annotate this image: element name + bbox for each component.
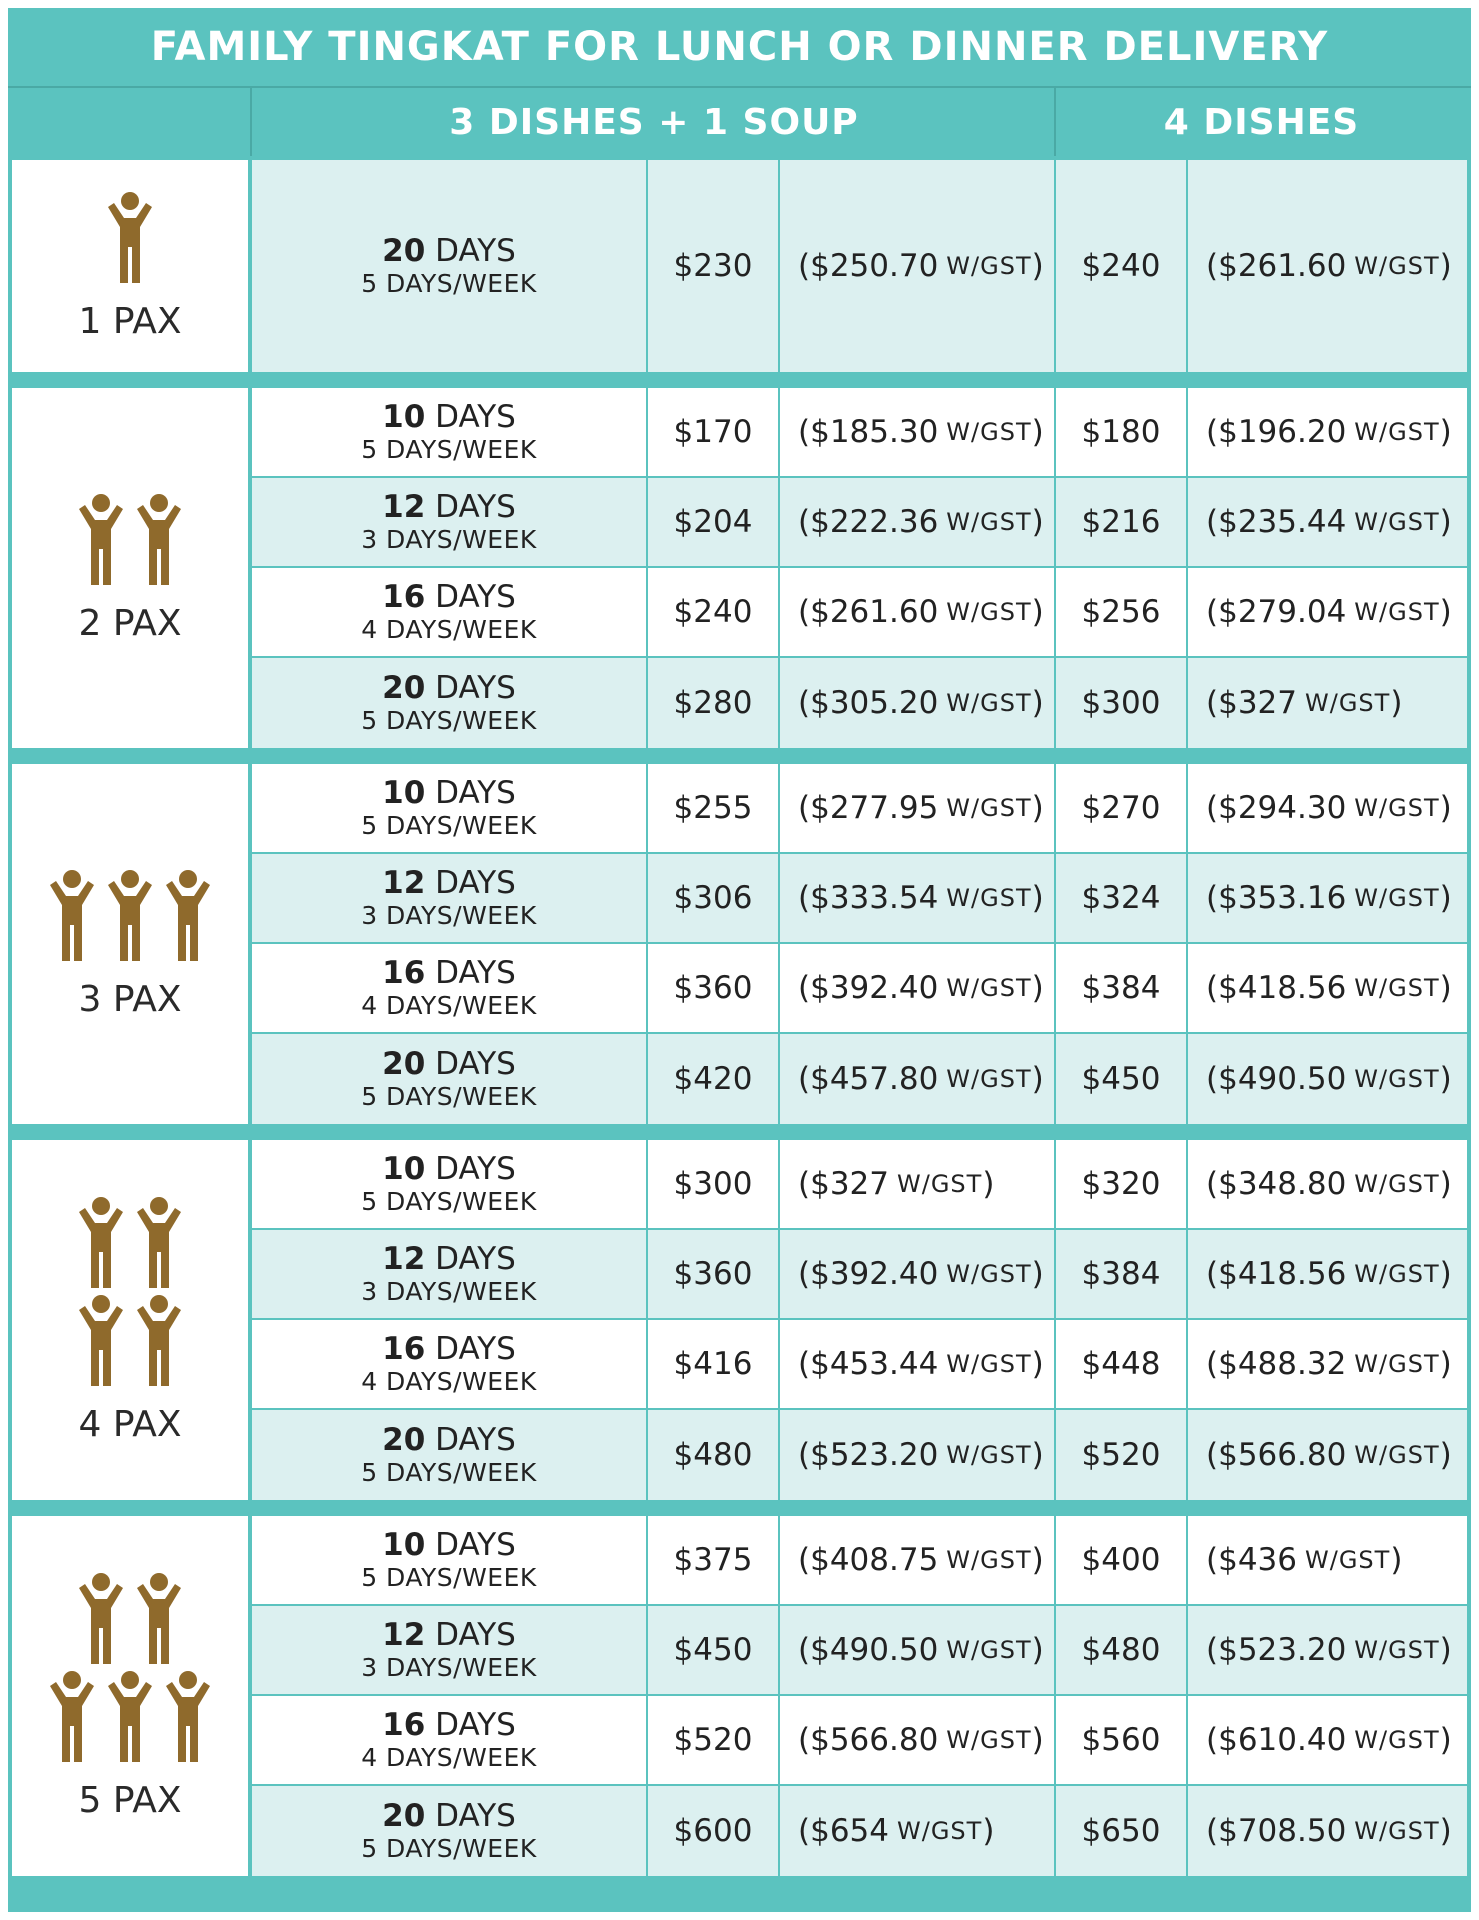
option-a-price-with-gst [780,1140,1056,1228]
pax-figures [104,191,156,283]
person-raised-arms-icon [75,1294,127,1386]
gst-suffix: W/GST [1354,794,1440,822]
option-b-price-with-gst [1188,1320,1467,1408]
pax-figures [46,869,214,961]
days-count: 20 [382,670,426,706]
option-a-price-with-gst [780,1320,1056,1408]
option-a-price: $520 [648,1696,780,1784]
option-a-price-with-gst [780,1606,1056,1694]
option-b-price: $400 [1056,1516,1188,1604]
days-per-week: 5 DAYS/WEEK [361,1834,537,1863]
pax-group [8,764,1471,1124]
gst-suffix: W/GST [1354,598,1440,626]
gst-suffix: W/GST [946,689,1032,717]
close-paren: ) [1439,880,1452,916]
days-word: DAYS [435,1422,516,1458]
days-count: 12 [382,1241,426,1277]
table-row [252,160,1467,372]
gst-suffix: W/GST [1354,1726,1440,1754]
duration-cell [252,854,648,942]
gst-suffix: W/GST [1354,884,1440,912]
close-paren: ) [1439,1722,1452,1758]
pax-label: 5 PAX [78,1779,182,1821]
days-word: DAYS [435,670,516,706]
days-word: DAYS [435,1151,516,1187]
option-b-price: $384 [1056,1230,1188,1318]
close-paren: ) [982,1813,995,1849]
days-count: 10 [382,775,426,811]
duration-cell [252,1516,648,1604]
days-word: DAYS [435,955,516,991]
gst-amount: ($392.40 [798,970,939,1006]
table-row [252,478,1467,566]
close-paren: ) [1031,685,1044,721]
option-b-price: $450 [1056,1034,1188,1124]
pax-figures [46,1572,214,1762]
option-a-price-with-gst [780,478,1056,566]
pax-group [8,388,1471,748]
days-count: 16 [382,1331,426,1367]
days-word: DAYS [435,1798,516,1834]
close-paren: ) [1031,504,1044,540]
gst-amount: ($408.75 [798,1542,939,1578]
gst-amount: ($453.44 [798,1346,939,1382]
table-row [252,568,1467,656]
header-option-a: 3 DISHES + 1 SOUP [449,101,859,143]
option-b-price-with-gst [1188,1230,1467,1318]
duration-cell [252,764,648,852]
days-count: 16 [382,1707,426,1743]
gst-amount: ($418.56 [1206,1256,1347,1292]
option-a-price-with-gst [780,1516,1056,1604]
person-raised-arms-icon [104,1670,156,1762]
close-paren: ) [1031,1061,1044,1097]
gst-suffix: W/GST [946,794,1032,822]
days-count: 10 [382,1527,426,1563]
person-raised-arms-icon [75,1196,127,1288]
days-per-week: 3 DAYS/WEEK [361,1277,537,1306]
close-paren: ) [1031,1542,1044,1578]
option-b-price-with-gst [1188,568,1467,656]
option-a-price: $240 [648,568,780,656]
close-paren: ) [1439,1256,1452,1292]
option-b-price: $384 [1056,944,1188,1032]
days-per-week: 3 DAYS/WEEK [361,901,537,930]
close-paren: ) [1439,790,1452,826]
close-paren: ) [1439,1813,1452,1849]
table-row [252,1410,1467,1500]
pax-label: 4 PAX [78,1403,182,1445]
days-word: DAYS [435,1617,516,1653]
gst-amount: ($277.95 [798,790,939,826]
table-row [252,1786,1467,1876]
table-row [252,854,1467,942]
option-b-price-with-gst [1188,764,1467,852]
person-raised-arms-icon [104,869,156,961]
close-paren: ) [1439,1437,1452,1473]
gst-suffix: W/GST [946,1726,1032,1754]
duration-cell [252,1410,648,1500]
option-a-price-with-gst [780,854,1056,942]
person-raised-arms-icon [104,191,156,283]
option-a-price: $280 [648,658,780,748]
gst-suffix: W/GST [1354,1065,1440,1093]
option-b-price: $560 [1056,1696,1188,1784]
option-b-price: $300 [1056,658,1188,748]
days-word: DAYS [435,399,516,435]
gst-suffix: W/GST [897,1170,983,1198]
option-a-price: $204 [648,478,780,566]
pax-cell [12,1140,248,1500]
days-per-week: 4 DAYS/WEEK [361,1367,537,1396]
close-paren: ) [1439,1346,1452,1382]
gst-suffix: W/GST [946,508,1032,536]
close-paren: ) [1031,790,1044,826]
option-a-price-with-gst [780,1034,1056,1124]
days-word: DAYS [435,865,516,901]
gst-amount: ($333.54 [798,880,939,916]
gst-amount: ($488.32 [1206,1346,1347,1382]
table-row [252,1606,1467,1694]
gst-suffix: W/GST [1354,418,1440,446]
gst-amount: ($392.40 [798,1256,939,1292]
option-a-price: $306 [648,854,780,942]
person-raised-arms-icon [75,493,127,585]
person-raised-arms-icon [162,1670,214,1762]
gst-suffix: W/GST [946,598,1032,626]
days-word: DAYS [435,1241,516,1277]
days-word: DAYS [435,1527,516,1563]
days-per-week: 5 DAYS/WEEK [361,811,537,840]
gst-amount: ($436 [1206,1542,1297,1578]
option-b-price-with-gst [1188,1140,1467,1228]
duration-cell [252,1140,648,1228]
days-per-week: 5 DAYS/WEEK [361,1082,537,1111]
gst-suffix: W/GST [946,418,1032,446]
days-count: 12 [382,489,426,525]
gst-amount: ($185.30 [798,414,939,450]
option-b-price-with-gst [1188,478,1467,566]
person-raised-arms-icon [133,1196,185,1288]
gst-amount: ($708.50 [1206,1813,1347,1849]
option-a-price-with-gst [780,764,1056,852]
option-a-price: $360 [648,1230,780,1318]
gst-amount: ($261.60 [1206,248,1347,284]
table-row [252,1516,1467,1604]
person-raised-arms-icon [133,1572,185,1664]
days-count: 12 [382,1617,426,1653]
pax-label: 1 PAX [78,300,182,342]
close-paren: ) [1439,594,1452,630]
days-word: DAYS [435,1331,516,1367]
close-paren: ) [1390,685,1403,721]
gst-suffix: W/GST [1354,1350,1440,1378]
option-a-price-with-gst [780,160,1056,372]
days-word: DAYS [435,489,516,525]
option-a-price-with-gst [780,1410,1056,1500]
close-paren: ) [1031,1346,1044,1382]
gst-amount: ($566.80 [1206,1437,1347,1473]
header-divider [1054,88,1056,156]
close-paren: ) [1439,1061,1452,1097]
option-b-price: $520 [1056,1410,1188,1500]
gst-suffix: W/GST [946,1065,1032,1093]
gst-suffix: W/GST [946,884,1032,912]
days-count: 20 [382,233,426,269]
gst-amount: ($457.80 [798,1061,939,1097]
option-a-price: $170 [648,388,780,476]
header-divider [250,88,252,156]
gst-amount: ($250.70 [798,248,939,284]
option-a-price-with-gst [780,1786,1056,1876]
option-a-price-with-gst [780,568,1056,656]
option-b-price: $448 [1056,1320,1188,1408]
close-paren: ) [1031,970,1044,1006]
option-b-price-with-gst [1188,944,1467,1032]
table-row [252,1320,1467,1408]
close-paren: ) [1031,1632,1044,1668]
option-a-price: $300 [648,1140,780,1228]
gst-amount: ($654 [798,1813,889,1849]
gst-amount: ($305.20 [798,685,939,721]
option-b-price: $480 [1056,1606,1188,1694]
gst-suffix: W/GST [1354,252,1440,280]
option-a-price: $230 [648,160,780,372]
option-b-price: $270 [1056,764,1188,852]
close-paren: ) [1439,1166,1452,1202]
days-per-week: 5 DAYS/WEEK [361,706,537,735]
pax-group [8,160,1471,372]
gst-suffix: W/GST [1354,974,1440,1002]
gst-amount: ($196.20 [1206,414,1347,450]
days-count: 16 [382,955,426,991]
gst-suffix: W/GST [1305,689,1391,717]
option-a-price: $450 [648,1606,780,1694]
close-paren: ) [1031,1256,1044,1292]
header-option-b: 4 DISHES [1163,101,1360,143]
close-paren: ) [1439,504,1452,540]
gst-amount: ($610.40 [1206,1722,1347,1758]
gst-amount: ($348.80 [1206,1166,1347,1202]
close-paren: ) [1031,1437,1044,1473]
pax-cell [12,764,248,1124]
gst-amount: ($279.04 [1206,594,1347,630]
pax-cell [12,388,248,748]
option-b-price-with-gst [1188,1606,1467,1694]
days-per-week: 5 DAYS/WEEK [361,269,537,298]
duration-cell [252,1320,648,1408]
gst-amount: ($490.50 [798,1632,939,1668]
gst-amount: ($566.80 [798,1722,939,1758]
close-paren: ) [1439,414,1452,450]
pax-label: 2 PAX [78,602,182,644]
duration-cell [252,478,648,566]
option-a-price-with-gst [780,944,1056,1032]
gst-suffix: W/GST [946,252,1032,280]
close-paren: ) [1439,970,1452,1006]
days-per-week: 5 DAYS/WEEK [361,1187,537,1216]
gst-amount: ($261.60 [798,594,939,630]
gst-suffix: W/GST [946,1546,1032,1574]
close-paren: ) [1390,1542,1403,1578]
option-b-price-with-gst [1188,1786,1467,1876]
days-count: 10 [382,1151,426,1187]
table-row [252,1034,1467,1124]
days-per-week: 4 DAYS/WEEK [361,615,537,644]
table-row [252,388,1467,476]
days-count: 20 [382,1422,426,1458]
table-row [252,1696,1467,1784]
days-word: DAYS [435,579,516,615]
option-a-price-with-gst [780,658,1056,748]
gst-amount: ($327 [1206,685,1297,721]
days-per-week: 5 DAYS/WEEK [361,1563,537,1592]
gst-suffix: W/GST [946,1441,1032,1469]
option-a-price-with-gst [780,1696,1056,1784]
days-word: DAYS [435,1046,516,1082]
duration-cell [252,388,648,476]
pricing-table [8,8,1471,1912]
option-b-price-with-gst [1188,658,1467,748]
gst-suffix: W/GST [1354,1441,1440,1469]
close-paren: ) [1031,1722,1044,1758]
days-count: 16 [382,579,426,615]
gst-suffix: W/GST [897,1817,983,1845]
gst-suffix: W/GST [946,974,1032,1002]
option-a-price: $255 [648,764,780,852]
option-a-price: $360 [648,944,780,1032]
duration-cell [252,1606,648,1694]
option-a-price: $600 [648,1786,780,1876]
option-b-price-with-gst [1188,1696,1467,1784]
gst-amount: ($490.50 [1206,1061,1347,1097]
pax-figures [75,1196,185,1386]
option-a-price: $480 [648,1410,780,1500]
days-word: DAYS [435,233,516,269]
option-b-price: $320 [1056,1140,1188,1228]
person-raised-arms-icon [162,869,214,961]
days-per-week: 3 DAYS/WEEK [361,1653,537,1682]
duration-cell [252,1786,648,1876]
close-paren: ) [1031,880,1044,916]
pax-label: 3 PAX [78,978,182,1020]
person-raised-arms-icon [46,869,98,961]
days-count: 20 [382,1046,426,1082]
table-row [252,658,1467,748]
gst-amount: ($235.44 [1206,504,1347,540]
option-a-price: $375 [648,1516,780,1604]
pax-cell [12,1516,248,1876]
days-count: 12 [382,865,426,901]
pax-figures [75,493,185,585]
option-a-price-with-gst [780,388,1056,476]
days-count: 10 [382,399,426,435]
days-word: DAYS [435,1707,516,1743]
gst-suffix: W/GST [1305,1546,1391,1574]
option-b-price: $324 [1056,854,1188,942]
pax-group [8,1140,1471,1500]
option-b-price-with-gst [1188,160,1467,372]
table-row [252,944,1467,1032]
option-b-price-with-gst [1188,854,1467,942]
table-title: FAMILY TINGKAT FOR LUNCH OR DINNER DELIVERY [8,8,1471,88]
days-per-week: 3 DAYS/WEEK [361,525,537,554]
duration-cell [252,568,648,656]
close-paren: ) [982,1166,995,1202]
table-row [252,764,1467,852]
person-raised-arms-icon [46,1670,98,1762]
duration-cell [252,1034,648,1124]
days-per-week: 5 DAYS/WEEK [361,435,537,464]
option-a-price: $420 [648,1034,780,1124]
option-a-price-with-gst [780,1230,1056,1318]
duration-cell [252,944,648,1032]
person-raised-arms-icon [133,1294,185,1386]
pax-cell [12,160,248,372]
gst-amount: ($523.20 [798,1437,939,1473]
close-paren: ) [1031,594,1044,630]
gst-suffix: W/GST [1354,1817,1440,1845]
duration-cell [252,1230,648,1318]
person-raised-arms-icon [75,1572,127,1664]
close-paren: ) [1439,1632,1452,1668]
option-a-price: $416 [648,1320,780,1408]
person-raised-arms-icon [133,493,185,585]
gst-suffix: W/GST [946,1636,1032,1664]
gst-suffix: W/GST [1354,1636,1440,1664]
duration-cell [252,160,648,372]
option-b-price-with-gst [1188,1516,1467,1604]
close-paren: ) [1439,248,1452,284]
gst-amount: ($523.20 [1206,1632,1347,1668]
gst-amount: ($353.16 [1206,880,1347,916]
table-row [252,1140,1467,1228]
option-b-price-with-gst [1188,388,1467,476]
gst-amount: ($327 [798,1166,889,1202]
gst-suffix: W/GST [946,1350,1032,1378]
gst-amount: ($222.36 [798,504,939,540]
gst-suffix: W/GST [1354,1170,1440,1198]
option-b-price: $240 [1056,160,1188,372]
duration-cell [252,1696,648,1784]
gst-suffix: W/GST [1354,1260,1440,1288]
header-blank [12,88,248,156]
option-b-price-with-gst [1188,1410,1467,1500]
days-word: DAYS [435,775,516,811]
days-count: 20 [382,1798,426,1834]
option-b-price: $180 [1056,388,1188,476]
duration-cell [252,658,648,748]
close-paren: ) [1031,248,1044,284]
days-per-week: 4 DAYS/WEEK [361,1743,537,1772]
table-row [252,1230,1467,1318]
pax-group [8,1516,1471,1876]
gst-suffix: W/GST [946,1260,1032,1288]
gst-amount: ($294.30 [1206,790,1347,826]
gst-amount: ($418.56 [1206,970,1347,1006]
option-b-price: $216 [1056,478,1188,566]
days-per-week: 4 DAYS/WEEK [361,991,537,1020]
option-b-price: $650 [1056,1786,1188,1876]
option-b-price-with-gst [1188,1034,1467,1124]
gst-suffix: W/GST [1354,508,1440,536]
option-b-price: $256 [1056,568,1188,656]
close-paren: ) [1031,414,1044,450]
days-per-week: 5 DAYS/WEEK [361,1458,537,1487]
